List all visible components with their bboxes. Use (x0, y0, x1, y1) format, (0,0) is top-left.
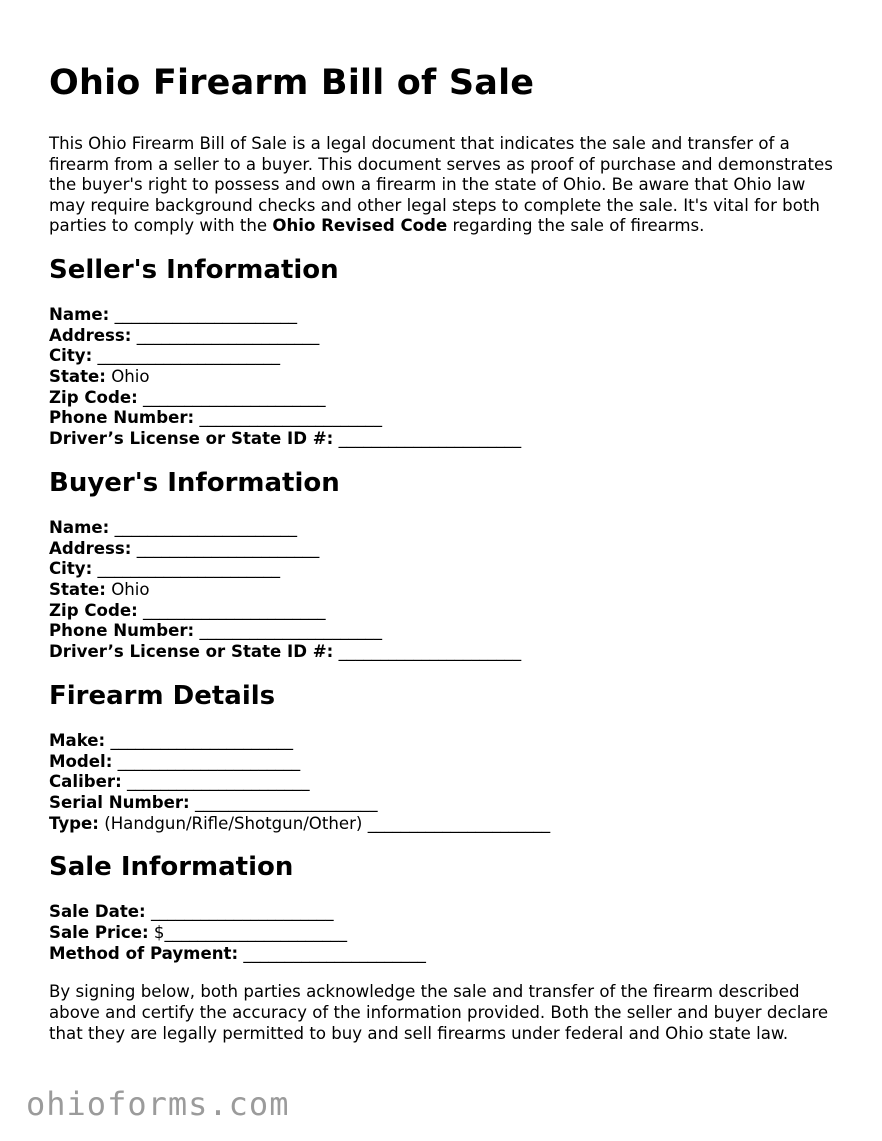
seller-address-blank[interactable]: ______________________ (136, 325, 320, 345)
buyer-city-blank[interactable]: ______________________ (97, 559, 281, 579)
firearm-heading: Firearm Details (49, 680, 276, 711)
buyer-address-field[interactable] (49, 539, 849, 560)
buyer-phone-label: Phone Number: (49, 621, 195, 641)
document-page (49, 60, 849, 1061)
buyer-city-label: City: (49, 559, 93, 579)
seller-name-blank[interactable]: ______________________ (114, 304, 298, 324)
sale-price-field[interactable] (49, 923, 849, 944)
document-title: Ohio Firearm Bill of Sale (49, 63, 535, 103)
buyer-state-label: State: (49, 580, 106, 599)
buyer-name-field[interactable] (49, 518, 849, 539)
sale-method-field[interactable] (49, 944, 849, 965)
firearm-caliber-field[interactable] (49, 772, 849, 793)
firearm-model-field[interactable] (49, 752, 849, 773)
seller-address-field[interactable] (49, 326, 849, 347)
seller-city-label: City: (49, 346, 93, 366)
seller-fields (49, 305, 849, 450)
sale-date-blank[interactable]: ______________________ (150, 902, 334, 922)
buyer-address-blank[interactable]: ______________________ (136, 538, 320, 558)
seller-state-value: Ohio (111, 367, 150, 387)
firearm-make-field[interactable] (49, 731, 849, 752)
firearm-type-label: Type: (49, 813, 99, 833)
firearm-model-label: Model: (49, 751, 113, 771)
firearm-type-field[interactable] (49, 814, 849, 835)
sale-fields (49, 902, 849, 964)
firearm-caliber-label: Caliber: (49, 772, 122, 792)
buyer-zip-label: Zip Code: (49, 600, 138, 620)
buyer-state-value: Ohio (111, 580, 150, 599)
buyer-license-blank[interactable]: ______________________ (338, 642, 522, 662)
buyer-heading: Buyer's Information (49, 467, 340, 498)
buyer-zip-blank[interactable]: ______________________ (143, 600, 326, 620)
seller-zip-field[interactable] (49, 388, 849, 409)
sale-price-label: Sale Price: (49, 923, 149, 943)
intro-paragraph (49, 134, 839, 237)
sale-section (49, 850, 849, 964)
firearm-caliber-blank[interactable]: ______________________ (126, 772, 310, 792)
seller-zip-blank[interactable]: ______________________ (143, 387, 326, 407)
ohio-revised-code-reference: Ohio Revised Code (272, 216, 448, 236)
seller-city-field[interactable] (49, 346, 849, 367)
buyer-section (49, 466, 849, 663)
seller-name-label: Name: (49, 304, 110, 324)
seller-state-field (49, 367, 849, 388)
seller-heading: Seller's Information (49, 254, 339, 285)
firearm-fields (49, 731, 849, 835)
sale-price-prefix: $ (153, 923, 165, 943)
buyer-name-blank[interactable]: ______________________ (114, 517, 298, 537)
buyer-license-field[interactable] (49, 642, 849, 663)
buyer-license-label: Driver’s License or State ID #: (49, 642, 334, 662)
seller-phone-label: Phone Number: (49, 408, 195, 428)
buyer-name-label: Name: (49, 517, 110, 537)
seller-license-label: Driver’s License or State ID #: (49, 429, 334, 449)
buyer-address-label: Address: (49, 538, 132, 558)
buyer-city-field[interactable] (49, 559, 849, 580)
seller-name-field[interactable] (49, 305, 849, 326)
firearm-section (49, 679, 849, 835)
firearm-make-label: Make: (49, 730, 106, 750)
firearm-serial-field[interactable] (49, 793, 849, 814)
seller-section (49, 253, 849, 450)
firearm-make-blank[interactable]: ______________________ (110, 730, 294, 750)
firearm-serial-blank[interactable]: ______________________ (194, 792, 378, 812)
sale-price-blank[interactable]: ______________________ (164, 923, 348, 943)
sale-method-label: Method of Payment: (49, 943, 239, 963)
seller-zip-label: Zip Code: (49, 387, 138, 407)
sale-heading: Sale Information (49, 852, 294, 883)
buyer-state-field (49, 580, 849, 601)
seller-address-label: Address: (49, 325, 132, 345)
firearm-type-blank[interactable]: ______________________ (367, 813, 551, 833)
sale-date-field[interactable] (49, 902, 849, 923)
firearm-serial-label: Serial Number: (49, 792, 190, 812)
firearm-model-blank[interactable]: ______________________ (117, 751, 301, 771)
seller-license-blank[interactable]: ______________________ (338, 429, 522, 449)
intro-text-start: This Ohio Firearm Bill of Sale is a legal document that indicates the sale and transfer of a firearm from a seller to a buyer. This document serves as proof of purchase and demonstrates the buyer's right to possess and own a firearm in the state of Ohio. Be aware that Ohio law may require background checks and other legal steps to complete the sale. It's vital for both parties to comply with the (49, 134, 833, 236)
intro-text-end: regarding the sale of firearms. (447, 216, 705, 236)
closing-statement: By signing below, both parties acknowledge the sale and transfer of the firearm described above and certify the accuracy of the information provided. Both the seller and buyer declare that they are legally permitted to buy and sell firearms under federal and Ohio state law. (49, 982, 829, 1043)
seller-phone-field[interactable] (49, 408, 849, 429)
seller-city-blank[interactable]: ______________________ (97, 346, 281, 366)
sale-method-blank[interactable]: ______________________ (243, 943, 426, 963)
seller-state-label: State: (49, 367, 106, 387)
seller-license-field[interactable] (49, 429, 849, 450)
buyer-phone-field[interactable] (49, 621, 849, 642)
sale-date-label: Sale Date: (49, 902, 146, 922)
seller-phone-blank[interactable]: ______________________ (199, 408, 382, 428)
firearm-type-options: (Handgun/Rifle/Shotgun/Other) (104, 813, 363, 833)
watermark-text: ohioforms.com (26, 1085, 290, 1123)
buyer-phone-blank[interactable]: ______________________ (199, 621, 382, 641)
buyer-fields (49, 518, 849, 663)
buyer-zip-field[interactable] (49, 601, 849, 622)
